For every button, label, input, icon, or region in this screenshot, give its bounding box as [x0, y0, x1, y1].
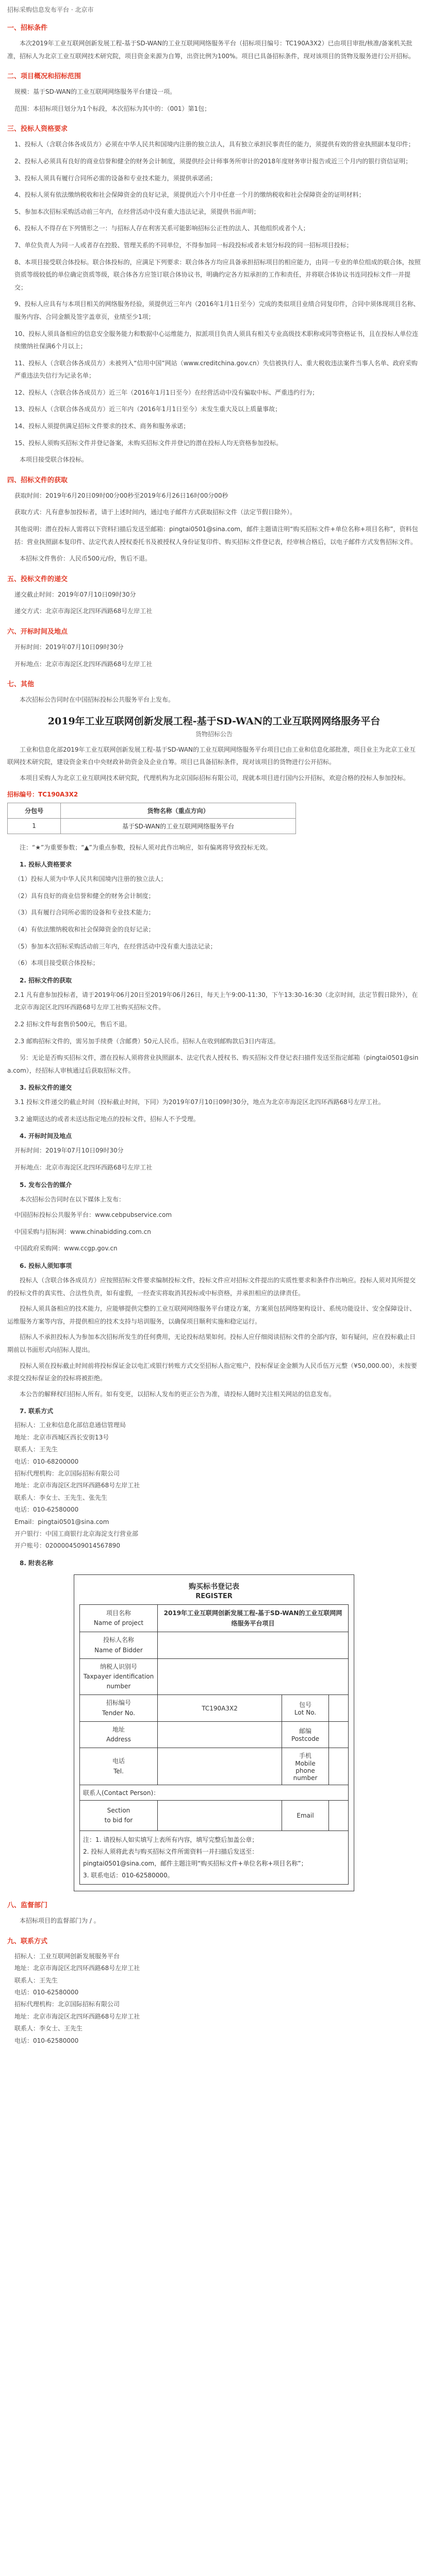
contact-line: 地址：北京市海淀区北四环西路68号左岸工社: [14, 2012, 140, 2020]
reg-label-postcode: 邮编 Postcode: [282, 1721, 329, 1748]
reg-value-email[interactable]: [329, 1801, 349, 1831]
list-item: 11、投标人（含联合体各成员方）未被列入“信用中国”网站（www.creditchina.gov.cn）失信被执行人、重大税收违法案件当事人名单、政府采购严重违法失信行为记录名单；: [14, 359, 418, 380]
section-title-other: 七、其他: [7, 681, 35, 689]
registration-notes: [80, 1831, 349, 1885]
section-title-opening: 六、开标时间及地点: [7, 628, 68, 636]
contact-line: 地址：北京市西城区西长安街13号: [14, 1433, 109, 1441]
table-row: [80, 1831, 349, 1885]
list-item: 规模：基于SD-WAN的工业互联网网络服务平台建设一项。: [14, 88, 176, 96]
list-item: 2.2 招标文件每套售价500元，售后不退。: [14, 1020, 131, 1028]
announcement-para-1: 工业和信息化部2019年工业互联网创新发展工程-基于SD-WAN的工业互联网网络服务平台项目已由工业和信息化部批准，项目业主为北京工业互联网技术研究院，建设资金来自中央财政补助资金及企业自筹。项目已具备招标条件，现对该项目的货物进行公开招标。: [7, 745, 416, 766]
reg-label-address: 地址 Address: [80, 1721, 158, 1748]
table-row: [80, 1604, 349, 1632]
contact-line: 联系人：李女士、王先生: [14, 2025, 83, 2032]
lots-note: 注：“★”为重要参数；“▲”为重点参数，投标人须对此作出响应，如有偏离将导致投标无效。: [20, 843, 272, 851]
obtain-documents-list: [7, 489, 421, 548]
section-title-supervision: 八、监督部门: [7, 1902, 48, 1910]
contact-line: Email：pingtai0501@sina.com: [14, 1518, 109, 1526]
reg-label-email: Email: [282, 1801, 329, 1831]
list-item: 3、投标人须具有履行合同所必需的设备和专业技术能力，须提供承诺函；: [14, 174, 217, 182]
contact-block: [7, 1419, 421, 1552]
reg-label-lot-no: 包号 Lot No.: [282, 1695, 329, 1721]
list-item: （5）参加本次招标采购活动前三年内，在经营活动中没有重大违法记录；: [14, 942, 217, 950]
list-item: 开标地点：北京市海淀区北四环西路68号左岸工社: [14, 1164, 153, 1172]
contact-line: 招标人：工业和信息化部信息通信管理局: [14, 1421, 126, 1429]
reg-label-mobile: 手机 Mobile phone number: [282, 1748, 329, 1785]
contact-line: 联系人：李女士、王先生、张先生: [14, 1494, 108, 1501]
qualification-list: [7, 138, 421, 449]
reg-label-section: Section to bid for: [80, 1801, 158, 1831]
list-item: 9、投标人应具有与本项目相关的网络服务经验，须提供近三年内（2016年1月1日至今）完成的类似项目业绩合同复印件，合同中须体现项目名称、服务内容、合同金额及签字盖章页，业绩至少1项；: [14, 300, 420, 320]
registration-table: [79, 1604, 349, 1885]
list-item: 投标人（含联合体各成员方）应按照招标文件要求编制投标文件，投标文件应对招标文件提出的实质性要求和条件作出响应。投标人须对其所提交的投标文件的真实性、合法性负责，如有虚假，一经查实将取消其投标或中标资格，并承担相应的法律责任。: [7, 1277, 416, 1297]
reg-label-taxpayer: 纳税人识别号 Taxpayer identification number: [80, 1658, 158, 1695]
list-item: （3）具有履行合同所必需的设备和专业技术能力；: [14, 909, 155, 917]
reg-value-tel[interactable]: [158, 1748, 282, 1785]
lots-table: [7, 803, 296, 834]
list-item: （2）具有良好的商业信誉和健全的财务会计制度；: [14, 892, 155, 900]
purchase-note: 另：无论是否购买招标文件，潜在投标人须将营业执照副本、法定代表人授权书、购买招标文件登记表扫描件发送至指定邮箱（pingtai0501@sina.com），经招标人审核通过后获取招标文件。: [7, 1054, 419, 1074]
table-row: [80, 1721, 349, 1748]
list-item: 招标人不承担投标人为参加本次招标所发生的任何费用，无论投标结果如何。投标人应仔细阅读招标文件的全部内容，如有疑问，应在投标截止日期前以书面形式向招标人提出。: [7, 1333, 416, 1353]
contact-line: 电话：010-62580000: [14, 2037, 79, 2044]
subhead-opening: 4. 开标时间及地点: [20, 1132, 72, 1140]
reg-value-section[interactable]: [158, 1801, 282, 1831]
list-item: 中国采购与招标网：www.chinabidding.com.cn: [14, 1228, 151, 1235]
list-item: （1）投标人须为中华人民共和国境内注册的独立法人；: [14, 875, 167, 883]
list-item: 6、投标人不得存在下列情形之一：与招标人存在利害关系可能影响招标公正性的法人、其他组织或者个人；: [14, 225, 309, 232]
media-list: [7, 1209, 421, 1255]
registration-form: [74, 1574, 354, 1892]
list-item: 15、投标人须购买招标文件并登记备案，未购买招标文件并登记的潜在投标人均无资格参加投标。: [14, 439, 283, 447]
contact-line: 招标代理机构：北京国际招标有限公司: [14, 2001, 120, 2008]
list-item: 开标时间：2019年07月10日09时30分: [14, 643, 124, 651]
lots-header-goods: 货物名称（重点方向）: [61, 803, 296, 818]
list-item: （4）有依法缴纳税收和社会保障资金的良好记录；: [14, 925, 155, 933]
list-item: 13、投标人（含联合体各成员方）近三年内（2016年1月1日至今）未发生重大及以上质量事故；: [14, 405, 282, 413]
list-item: 中国政府采购网：www.ccgp.gov.cn: [14, 1245, 118, 1252]
list-item: 2、投标人必须具有良好的商业信誉和健全的财务会计制度，须提供经会计师事务所审计的2018年度财务审计报告或近三个月内的银行资信证明；: [14, 157, 412, 165]
table-row: [80, 1801, 349, 1831]
contact-line: 电话：010-62580000: [14, 1989, 79, 1996]
media-intro: 本次招标公告同时在以下媒体上发布：: [20, 1195, 125, 1203]
reg-value-bidder[interactable]: [158, 1632, 349, 1658]
contact-line: 开户银行：中国工商银行北京海淀支行营业部: [14, 1530, 139, 1537]
list-item: 5、参加本次招标采购活动前三年内，在经营活动中没有重大违法记录，须提供书面声明；: [14, 208, 260, 215]
section-title-obtain-documents: 四、招标文件的获取: [7, 476, 68, 484]
qualification-sublist: [7, 873, 421, 970]
submission-sublist: [7, 1096, 421, 1125]
list-item: 获取方式：凡有意参加投标者，请于上述时间内，通过电子邮件方式获取招标文件（法定节假日除外）。: [14, 509, 297, 516]
lot-goods-cell: 基于SD-WAN的工业互联网网络服务平台: [61, 818, 296, 834]
table-row: [80, 1632, 349, 1658]
list-item: 3.1 投标文件递交的截止时间（投标截止时间，下同）为2019年07月10日09时30分，地点为北京市海淀区北四环西路68号左岸工社。: [14, 1098, 385, 1106]
contact-line: 开户账号：0200004509014567890: [14, 1542, 121, 1550]
list-item: 其他说明：潜在投标人需将以下资料扫描后发送至邮箱：pingtai0501@sina.com，邮件主题请注明“购买招标文件+单位名称+项目名称”，资料包括：营业执照副本复印件、法定代表人授权委托书及被授权人身份证复印件、购买招标文件登记表，经审核合格后，以电子邮件方式发售招标文件。: [14, 526, 418, 546]
contact-line: 联系人：王先生: [14, 1976, 58, 1984]
contact-line: 地址：北京市海淀区北四环西路68号左岸工社: [14, 1964, 140, 1972]
list-item: 8、本项目接受联合体投标。联合体投标的，应满足下列要求：联合体各方均应具备承担招标项目的相应能力，由同一专业的单位组成的联合体，按照资质等级较低的单位确定资质等级，联合体各方应签订联合体协议书，明确约定各方拟承担的工作和责任，并将联合体协议书连同投标文件一并提交；: [14, 258, 421, 291]
reg-value-mobile[interactable]: [329, 1748, 349, 1785]
final-contact-block: [7, 1951, 421, 2047]
list-item: 开标时间：2019年07月10日09时30分: [14, 1147, 124, 1155]
reg-label-contact: 联系人(Contact Person)：: [80, 1785, 349, 1801]
reg-value-tender-no: TC190A3X2: [158, 1695, 282, 1721]
subhead-qualification: 1. 投标人资格要求: [20, 861, 72, 869]
registration-note-line: 注：1. 请投标人如实填写上表所有内容，填写完整后加盖公章；: [83, 1836, 258, 1844]
registration-note-line: 3. 联系电话：010-62580000。: [83, 1871, 174, 1879]
bidding-conditions-text: 本次2019年工业互联网创新发展工程-基于SD-WAN的工业互联网网络服务平台（招标项目编号：TC190A3X2）已由项目审批/核准/备案机关批准，招标人为北京工业互联网技术研究院，项目资金来源为自筹，出资比例为100%。项目已具备招标条件，现对该项目的货物及服务进行公开招标。: [7, 40, 415, 60]
lots-header-lot: 分包号: [8, 803, 61, 818]
list-item: 7、单位负责人为同一人或者存在控股、管理关系的不同单位，不得参加同一标段投标或者未划分标段的同一招标项目投标；: [14, 241, 353, 249]
reg-value-postcode[interactable]: [329, 1721, 349, 1748]
list-item: 范围：本招标项目划分为1个标段，本次招标为其中的：（001）第1包；: [14, 105, 211, 112]
registration-form-subtitle: REGISTER: [195, 1592, 233, 1600]
list-item: 中国招标投标公共服务平台：www.cebpubservice.com: [14, 1211, 172, 1219]
list-item: 1、投标人（含联合体各成员方）必须在中华人民共和国境内注册的独立法人，具有独立承担民事责任的能力，须提供有效的营业执照副本复印件；: [14, 141, 415, 148]
contact-line: 地址：北京市海淀区北四环西路68号左岸工社: [14, 1482, 140, 1489]
registration-note-line: pingtai0501@sina.com，邮件主题注明“购买招标文件+单位名称+项目名称”；: [83, 1859, 307, 1867]
table-row: [80, 1695, 349, 1721]
contact-line: 招标人：工业互联网创新发展服务平台: [14, 1952, 120, 1960]
list-item: 投标人须在投标截止时间前将投标保证金以电汇或银行转账方式交至招标人指定账户，投标保证金金额为人民币伍万元整（¥50,000.00），未按要求提交投标保证金的投标将被拒绝。: [7, 1362, 417, 1382]
reg-label-project: 项目名称 Name of project: [80, 1604, 158, 1632]
reg-value-taxpayer[interactable]: [158, 1658, 349, 1695]
subhead-media: 5. 发布公告的媒介: [20, 1181, 72, 1189]
section-title-submission: 五、投标文件的递交: [7, 575, 68, 583]
contact-line: 招标代理机构：北京国际招标有限公司: [14, 1469, 120, 1477]
announcement-subtitle: 货物招标公告: [195, 730, 233, 738]
contact-line: 电话：010-62580000: [14, 1506, 79, 1514]
list-item: 14、投标人须提供满足招标文件要求的技术、商务和服务承诺；: [14, 422, 190, 430]
announcement-title: 2019年工业互联网创新发展工程-基于SD-WAN的工业互联网网络服务平台: [47, 715, 381, 727]
registration-form-title: 购买标书登记表: [189, 1582, 239, 1591]
reg-value-project: 2019年工业互联网创新发展工程-基于SD-WAN的工业互联网网络服务平台项目: [158, 1604, 349, 1632]
consortium-note: 本项目接受联合体投标。: [20, 456, 88, 464]
list-item: 递交截止时间：2019年07月10日09时30分: [14, 590, 136, 598]
list-item: 递交方式：北京市海淀区北四环西路68号左岸工社: [14, 607, 153, 615]
table-row: [80, 1748, 349, 1785]
section-title-project-scope: 二、项目概况和招标范围: [7, 73, 81, 81]
other-intro: 本次招标公告同时在中国招标投标公共服务平台上发布。: [20, 696, 175, 704]
contact-line: 电话：010-68200000: [14, 1458, 79, 1465]
subhead-form: 8. 附表名称: [20, 1559, 54, 1567]
list-item: 10、投标人须具备相应的信息安全服务能力和数据中心运维能力，拟派项目负责人须具有相关专业高级技术职称或同等资格证书，且在投标人单位连续缴纳社保满6个月以上；: [14, 330, 419, 350]
supervision-text: 本招标项目的监督部门为 / 。: [20, 1917, 100, 1925]
section-title-contact: 九、联系方式: [7, 1937, 48, 1945]
table-row: [8, 818, 296, 834]
reg-label-tender-no: 招标编号 Tender No.: [80, 1695, 158, 1721]
reg-value-address[interactable]: [158, 1721, 282, 1748]
obtain-sublist: [7, 989, 421, 1047]
subhead-notice: 6. 投标人须知事项: [20, 1262, 72, 1270]
list-item: 4、投标人须有依法缴纳税收和社会保障资金的良好记录，须提供近六个月中任意一个月的缴纳税收和社会保障资金的证明材料；: [14, 191, 365, 199]
registration-note-line: 2. 投标人须将此表与购买招标文件所需资料一并扫描后发送至：: [83, 1848, 258, 1855]
list-item: （6）本项目接受联合体投标；: [14, 959, 99, 967]
list-item: 本公告的解释权归招标人所有。如有变更，以招标人发布的更正公告为准，请投标人随时关注相关网站的信息发布。: [20, 1390, 336, 1398]
opening-list: [7, 641, 421, 670]
list-item: 开标地点：北京市海淀区北四环西路68号左岸工社: [14, 660, 153, 668]
lot-number-cell: 1: [8, 818, 61, 834]
table-row: [80, 1658, 349, 1695]
list-item: 12、投标人（含联合体各成员方）近三年（2016年1月1日至今）在经营活动中没有骗取中标、严重违约行为；: [14, 388, 319, 396]
opening-sublist: [7, 1144, 421, 1174]
section-title-bidder-qualification: 三、投标人资格要求: [7, 125, 68, 133]
reg-label-tel: 电话 Tel.: [80, 1748, 158, 1785]
document-price-note: 本招标文件售价：人民币500元/份，售后不退。: [20, 555, 151, 563]
announcement-para-2: 本项目采购人为北京工业互联网技术研究院，代理机构为北京国际招标有限公司，现就本项目进行国内公开招标，欢迎合格的投标人参加投标。: [20, 774, 410, 782]
reg-value-lot-no[interactable]: [329, 1695, 349, 1721]
reg-label-bidder: 投标人名称 Name of Bidder: [80, 1632, 158, 1658]
contact-line: 联系人：王先生: [14, 1446, 58, 1453]
list-item: 2.3 邮购招标文件的，需另加手续费（含邮费）50元人民币。招标人在收到邮购款后3日内寄送。: [14, 1037, 279, 1045]
list-item: 获取时间：2019年6月20日09时00分00秒至2019年6月26日16时00分00秒: [14, 492, 228, 499]
submission-list: [7, 588, 421, 618]
section-title-bidding-conditions: 一、招标条件: [7, 24, 48, 32]
subhead-submission: 3. 投标文件的递交: [20, 1084, 72, 1092]
list-item: 3.2 逾期送达的或者未送达指定地点的投标文件，招标人不予受理。: [14, 1115, 200, 1123]
list-item: 2.1 凡有意参加投标者，请于2019年06月20日至2019年06月26日，每天上午9:00-11:30，下午13:30-16:30（北京时间，法定节假日除外），在北京市海淀区北四环西路68号左岸工社购买招标文件。: [14, 991, 418, 1011]
tender-number-label: 招标编号：TC190A3X2: [7, 790, 78, 798]
subhead-obtain: 2. 招标文件的获取: [20, 976, 72, 984]
project-scope-list: [7, 86, 421, 115]
table-row: [80, 1785, 349, 1801]
page-meta: 招标采购信息发布平台 · 北京市: [7, 6, 94, 13]
list-item: 投标人须具备相应的技术能力，应能够提供完整的工业互联网网络服务平台建设方案，方案须包括网络架构设计、系统功能设计、安全保障设计、运维服务方案等内容，并提供相应的技术支持与培训服务，以确保项目顺利实施和稳定运行。: [7, 1305, 416, 1325]
subhead-contact: 7. 联系方式: [20, 1408, 54, 1415]
notice-list: [7, 1274, 421, 1400]
